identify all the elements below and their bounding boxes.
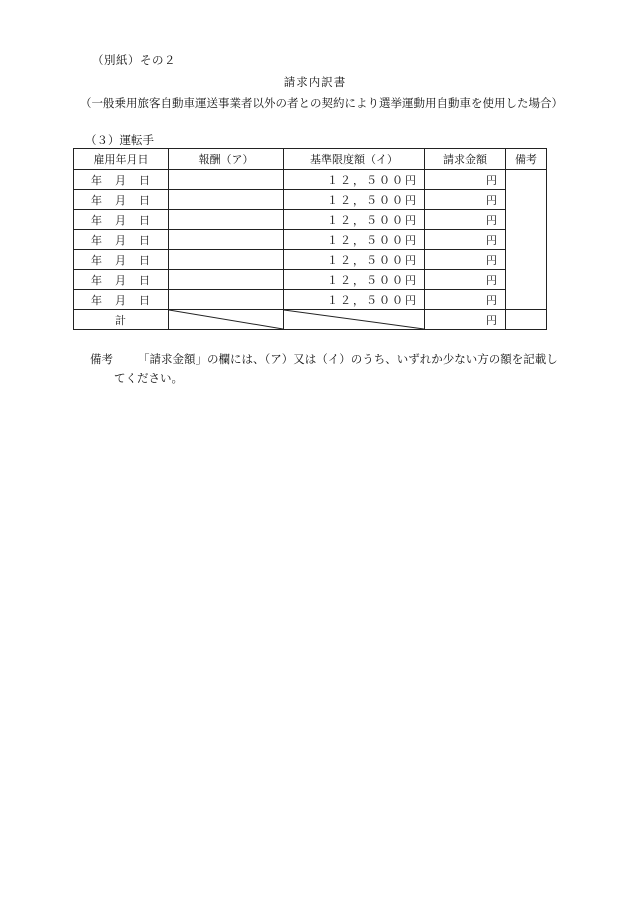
- cell-pay: [169, 270, 284, 290]
- note-line-2: てください。: [114, 371, 183, 385]
- cell-date: 年 月 日: [74, 210, 169, 230]
- diagonal-line: [169, 310, 283, 329]
- table-row: [74, 250, 547, 270]
- remarks-note: [90, 350, 560, 388]
- cell-date: 年 月 日: [74, 290, 169, 310]
- cell-amount: 円: [425, 170, 506, 190]
- total-amount: 円: [425, 310, 506, 330]
- cell-pay: [169, 290, 284, 310]
- cell-pay: [169, 170, 284, 190]
- note-line-1: 「請求金額」の欄には、（ア）又は（イ）のうち、いずれか少ない方の額を記載し: [138, 352, 558, 366]
- cell-pay: [169, 250, 284, 270]
- cell-date: 年 月 日: [74, 270, 169, 290]
- cell-pay: [169, 210, 284, 230]
- cell-date: 年 月 日: [74, 250, 169, 270]
- cell-amount: 円: [425, 210, 506, 230]
- cell-amount: 円: [425, 250, 506, 270]
- header-standard-limit: 基準限度額（イ）: [284, 149, 425, 170]
- cell-amount: 円: [425, 230, 506, 250]
- header-claim-amount: 請求金額: [425, 149, 506, 170]
- cell-limit: １２，５００円: [284, 250, 425, 270]
- total-row: [74, 310, 547, 330]
- cell-limit: １２，５００円: [284, 210, 425, 230]
- cell-limit: １２，５００円: [284, 290, 425, 310]
- section-heading: （３）運転手: [85, 133, 154, 147]
- cell-limit: １２，５００円: [284, 230, 425, 250]
- cell-limit: １２，５００円: [284, 170, 425, 190]
- table-row: [74, 230, 547, 250]
- table-row: [74, 190, 547, 210]
- header-remarks: 備考: [506, 149, 547, 170]
- total-remarks: [506, 310, 547, 330]
- total-limit-crossed-cell: [284, 310, 425, 330]
- table-header-row: [74, 149, 547, 170]
- total-pay-crossed-cell: [169, 310, 284, 330]
- table-row: [74, 290, 547, 310]
- cell-date: 年 月 日: [74, 170, 169, 190]
- header-employment-date: 雇用年月日: [74, 149, 169, 170]
- cell-remarks: [506, 170, 547, 310]
- cell-amount: 円: [425, 190, 506, 210]
- breakdown-table: [73, 148, 547, 330]
- cell-pay: [169, 230, 284, 250]
- table-row: [74, 270, 547, 290]
- cell-date: 年 月 日: [74, 190, 169, 210]
- document-subtitle: （一般乗用旅客自動車運送事業者以外の者との契約により選挙運動用自動車を使用した場合）: [80, 96, 563, 110]
- cell-amount: 円: [425, 290, 506, 310]
- diagonal-line: [284, 310, 424, 329]
- document-title: 請求内訳書: [283, 75, 347, 89]
- cell-limit: １２，５００円: [284, 270, 425, 290]
- cell-amount: 円: [425, 270, 506, 290]
- cell-limit: １２，５００円: [284, 190, 425, 210]
- cell-pay: [169, 190, 284, 210]
- cell-date: 年 月 日: [74, 230, 169, 250]
- table-row: [74, 210, 547, 230]
- attachment-label: （別紙）その２: [92, 53, 176, 67]
- note-lead: 備考: [90, 352, 113, 366]
- table-row: [74, 170, 547, 190]
- header-pay: 報酬（ア）: [169, 149, 284, 170]
- total-label: 計: [74, 310, 169, 330]
